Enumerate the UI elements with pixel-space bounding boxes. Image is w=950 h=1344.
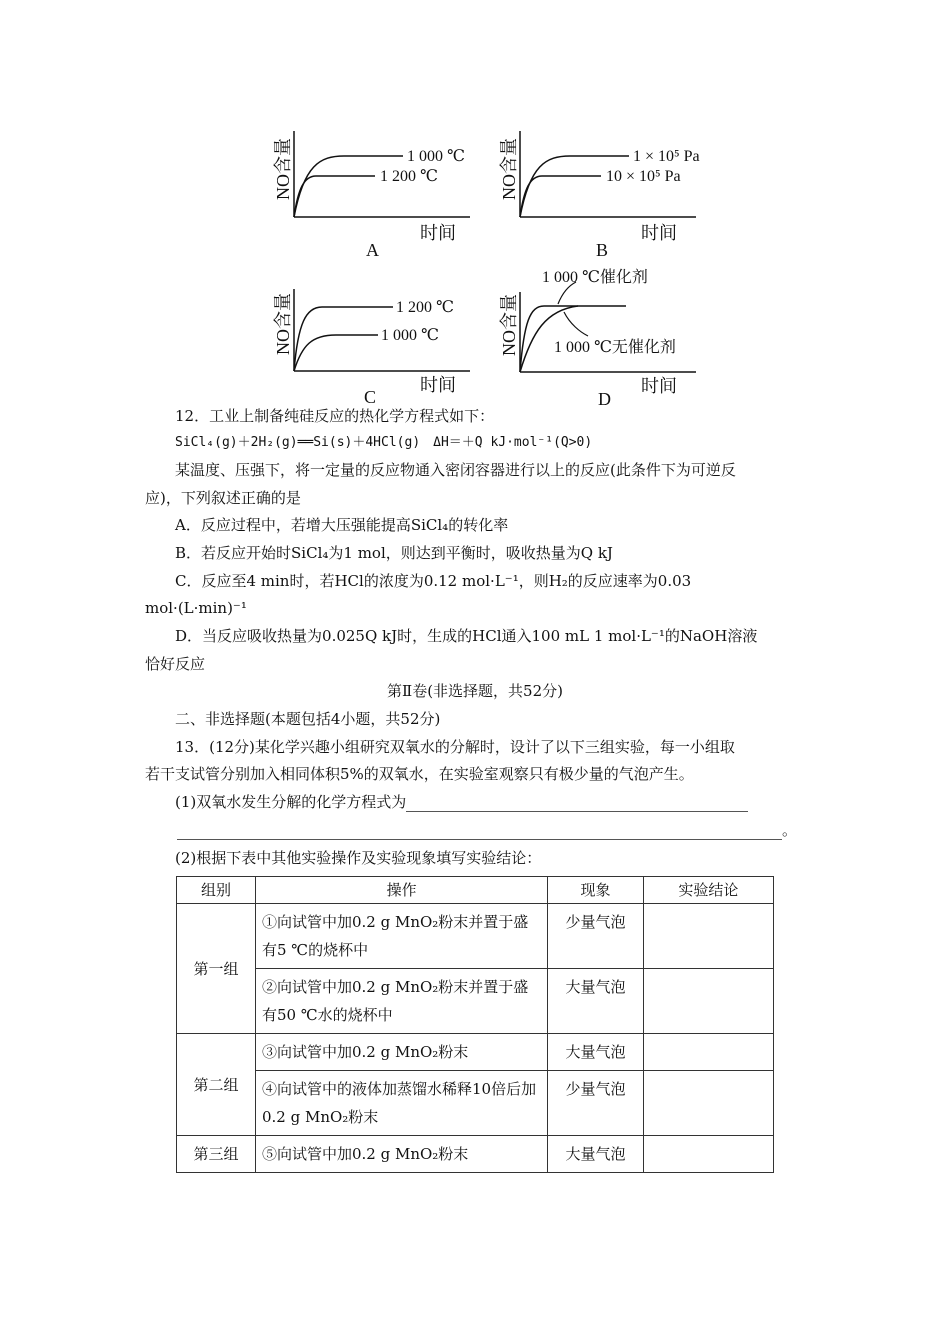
q12-stem: 12．工业上制备纯硅反应的热化学方程式如下： bbox=[175, 407, 495, 425]
curve-label-10e5-pa: 10 × 10⁵ Pa bbox=[606, 168, 681, 185]
conclusion-cell[interactable] bbox=[643, 969, 773, 1034]
curve-label-1200c: 1 200 ℃ bbox=[396, 299, 454, 316]
conclusion-cell[interactable] bbox=[643, 1136, 773, 1173]
header-phenomenon: 现象 bbox=[548, 877, 643, 904]
table-header-row bbox=[177, 877, 774, 904]
curve-label-catalyst: 1 000 ℃催化剂 bbox=[542, 269, 648, 286]
y-axis-label: NO含量 bbox=[499, 294, 519, 356]
experiment-table bbox=[176, 876, 774, 1173]
chart-c bbox=[270, 283, 490, 408]
x-axis-label: 时间 bbox=[420, 375, 456, 395]
phenomenon-cell: 大量气泡 bbox=[548, 969, 643, 1034]
y-axis-label: NO含量 bbox=[273, 293, 293, 355]
group-cell: 第二组 bbox=[177, 1034, 256, 1136]
curve-1000c bbox=[294, 156, 403, 217]
curve-label-1e5-pa: 1 × 10⁵ Pa bbox=[633, 148, 700, 165]
q12-option-c-1: C．反应至4 min时，若HCl的浓度为0.12 mol·L⁻¹，则H₂的反应速率为0.03 bbox=[175, 572, 692, 590]
curve-1000c bbox=[294, 335, 378, 371]
q13-part1 bbox=[145, 792, 805, 812]
operation-cell: ④向试管中的液体加蒸馏水稀释10倍后加0.2 g MnO₂粉末 bbox=[255, 1071, 547, 1136]
x-axis-label: 时间 bbox=[420, 223, 456, 243]
operation-cell: ⑤向试管中加0.2 g MnO₂粉末 bbox=[255, 1136, 547, 1173]
table-row bbox=[177, 1136, 774, 1173]
table-row bbox=[177, 904, 774, 969]
phenomenon-cell: 大量气泡 bbox=[548, 1136, 643, 1173]
conclusion-cell[interactable] bbox=[643, 904, 773, 969]
y-axis-label: NO含量 bbox=[273, 138, 293, 200]
phenomenon-cell: 少量气泡 bbox=[548, 1071, 643, 1136]
chart-label-a: A bbox=[366, 240, 379, 260]
q12-condition-2: 应)，下列叙述正确的是 bbox=[145, 489, 301, 507]
q12-option-c-2: mol·(L·min)⁻¹ bbox=[145, 599, 247, 617]
q12-option-d-1: D．当反应吸收热量为0.025Q kJ时，生成的HCl通入100 mL 1 mol·L⁻¹的NaOH溶液 bbox=[175, 627, 758, 645]
y-axis-label: NO含量 bbox=[499, 138, 519, 200]
chart-d bbox=[496, 262, 736, 410]
q12-option-b: B．若反应开始时SiCl₄为1 mol，则达到平衡时，吸收热量为Q kJ bbox=[175, 544, 613, 562]
q13-part2: (2)根据下表中其他实验操作及实验现象填写实验结论： bbox=[175, 849, 542, 867]
table-row bbox=[177, 969, 774, 1034]
chart-label-d: D bbox=[598, 389, 611, 409]
operation-cell: ①向试管中加0.2 g MnO₂粉末并置于盛有5 ℃的烧杯中 bbox=[255, 904, 547, 969]
answer-blank-1[interactable] bbox=[406, 795, 748, 812]
q13-part1-end: 。 bbox=[782, 821, 798, 839]
q13-intro-2: 若干支试管分别加入相同体积5%的双氧水，在实验室观察只有极少量的气泡产生。 bbox=[145, 765, 694, 783]
curve-1200c bbox=[294, 176, 375, 217]
header-operation: 操作 bbox=[255, 877, 547, 904]
q12-option-a: A．反应过程中，若增大压强能提高SiCl₄的转化率 bbox=[175, 516, 509, 534]
chart-label-c: C bbox=[364, 387, 377, 407]
phenomenon-cell: 少量气泡 bbox=[548, 904, 643, 969]
curve-10e5-pa bbox=[520, 176, 601, 217]
group-cell: 第一组 bbox=[177, 904, 256, 1034]
table-row bbox=[177, 1034, 774, 1071]
q13-intro-1: 13．(12分)某化学兴趣小组研究双氧水的分解时，设计了以下三组实验，每一小组取 bbox=[175, 738, 735, 756]
curve-1e5-pa bbox=[520, 156, 629, 217]
x-axis-label: 时间 bbox=[641, 376, 677, 396]
curve-label-1000c: 1 000 ℃ bbox=[407, 148, 465, 165]
q12-equation: SiCl₄(g)＋2H₂(g)══Si(s)＋4HCl(g) ΔH＝＋Q kJ·mol⁻¹(Q>0) bbox=[175, 435, 593, 450]
chart-label-b: B bbox=[596, 240, 609, 260]
operation-cell: ③向试管中加0.2 g MnO₂粉末 bbox=[255, 1034, 547, 1071]
q13-part1-label: (1)双氧水发生分解的化学方程式为 bbox=[175, 793, 407, 811]
q13-part1-line2 bbox=[145, 820, 805, 840]
q12-condition-1: 某温度、压强下，将一定量的反应物通入密闭容器进行以上的反应(此条件下为可逆反 bbox=[175, 461, 736, 479]
pointer-no-catalyst bbox=[564, 312, 588, 336]
table-row bbox=[177, 1071, 774, 1136]
header-conclusion: 实验结论 bbox=[643, 877, 773, 904]
curve-1200c bbox=[294, 307, 393, 371]
phenomenon-cell: 大量气泡 bbox=[548, 1034, 643, 1071]
header-group: 组别 bbox=[177, 877, 256, 904]
answer-blank-2[interactable] bbox=[177, 823, 782, 840]
chart-a bbox=[270, 125, 490, 265]
curve-label-1200c: 1 200 ℃ bbox=[380, 168, 438, 185]
curve-label-no-catalyst: 1 000 ℃无催化剂 bbox=[554, 339, 676, 356]
section2-title: 第Ⅱ卷(非选择题，共52分) bbox=[387, 682, 563, 700]
conclusion-cell[interactable] bbox=[643, 1034, 773, 1071]
curve-label-1000c: 1 000 ℃ bbox=[381, 327, 439, 344]
section2-heading: 二、非选择题(本题包括4小题，共52分) bbox=[175, 710, 441, 728]
group-cell: 第三组 bbox=[177, 1136, 256, 1173]
chart-b bbox=[496, 125, 736, 265]
x-axis-label: 时间 bbox=[641, 223, 677, 243]
conclusion-cell[interactable] bbox=[643, 1071, 773, 1136]
operation-cell: ②向试管中加0.2 g MnO₂粉末并置于盛有50 ℃水的烧杯中 bbox=[255, 969, 547, 1034]
q12-option-d-2: 恰好反应 bbox=[145, 655, 206, 673]
